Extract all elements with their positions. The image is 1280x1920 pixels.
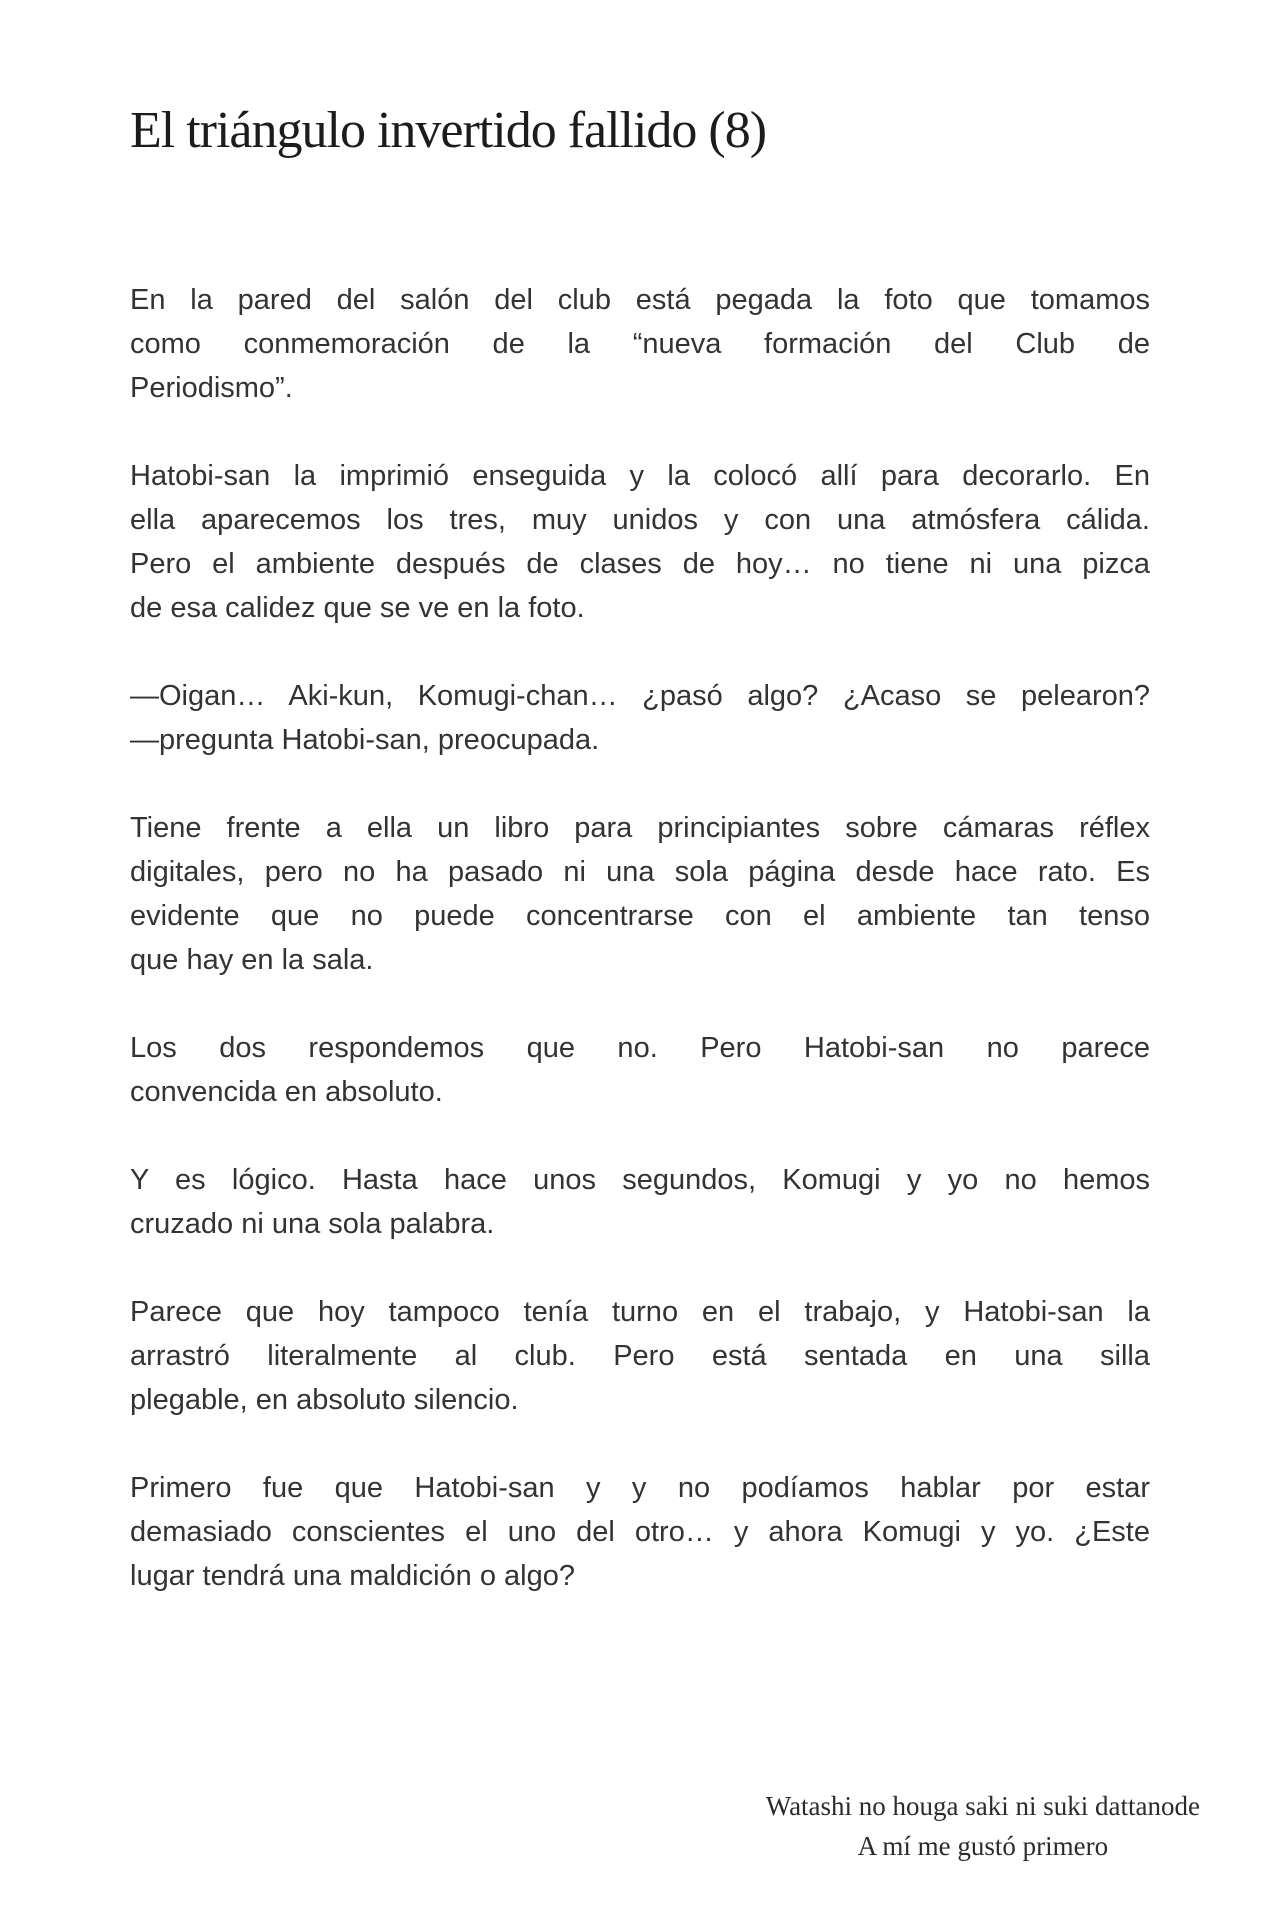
footer-series-romaji: Watashi no houga saki ni suki dattanode xyxy=(765,1791,1200,1821)
paragraph xyxy=(130,1466,1150,1598)
text-line: —Oigan… Aki-kun, Komugi-chan… ¿pasó algo? ¿Acaso se pelearon? xyxy=(130,680,1150,713)
text-line: En la pared del salón del club está pegada la foto que tomamos xyxy=(130,284,1150,317)
text-line: Tiene frente a ella un libro para principiantes sobre cámaras réflex xyxy=(130,812,1150,845)
text-line: Primero fue que Hatobi-san y y no podíamos hablar por estar xyxy=(130,1472,1150,1505)
paragraph xyxy=(130,278,1150,410)
paragraph xyxy=(130,454,1150,630)
chapter-title: El triángulo invertido fallido (8) xyxy=(130,102,767,159)
text-line: lugar tendrá una maldición o algo? xyxy=(130,1560,575,1593)
paragraph xyxy=(130,1158,1150,1246)
text-line: que hay en la sala. xyxy=(130,944,374,977)
paragraph xyxy=(130,674,1150,762)
book-footer xyxy=(766,1786,1200,1866)
text-line: —pregunta Hatobi-san, preocupada. xyxy=(130,724,600,757)
text-line: Y es lógico. Hasta hace unos segundos, Komugi y yo no hemos xyxy=(130,1164,1150,1197)
text-line: Hatobi-san la imprimió enseguida y la colocó allí para decorarlo. En xyxy=(130,460,1150,493)
text-line: arrastró literalmente al club. Pero está sentada en una silla xyxy=(130,1340,1150,1373)
text-line: de esa calidez que se ve en la foto. xyxy=(130,592,585,625)
text-line: Pero el ambiente después de clases de hoy… no tiene ni una pizca xyxy=(130,548,1150,581)
text-line: evidente que no puede concentrarse con el ambiente tan tenso xyxy=(130,900,1150,933)
footer-series-spanish: A mí me gustó primero xyxy=(857,1831,1109,1861)
chapter-body xyxy=(130,278,1150,1598)
paragraph xyxy=(130,1290,1150,1422)
paragraph xyxy=(130,806,1150,982)
text-line: convencida en absoluto. xyxy=(130,1076,443,1109)
text-line: ella aparecemos los tres, muy unidos y con una atmósfera cálida. xyxy=(130,504,1150,537)
text-line: digitales, pero no ha pasado ni una sola página desde hace rato. Es xyxy=(130,856,1150,889)
text-line: como conmemoración de la “nueva formación del Club de xyxy=(130,328,1150,361)
text-line: demasiado conscientes el uno del otro… y ahora Komugi y yo. ¿Este xyxy=(130,1516,1150,1549)
text-line: Periodismo”. xyxy=(130,372,293,405)
text-line: cruzado ni una sola palabra. xyxy=(130,1208,495,1241)
text-line: Los dos respondemos que no. Pero Hatobi-san no parece xyxy=(130,1032,1150,1065)
paragraph xyxy=(130,1026,1150,1114)
text-line: Parece que hoy tampoco tenía turno en el trabajo, y Hatobi-san la xyxy=(130,1296,1150,1329)
text-line: plegable, en absoluto silencio. xyxy=(130,1384,519,1417)
